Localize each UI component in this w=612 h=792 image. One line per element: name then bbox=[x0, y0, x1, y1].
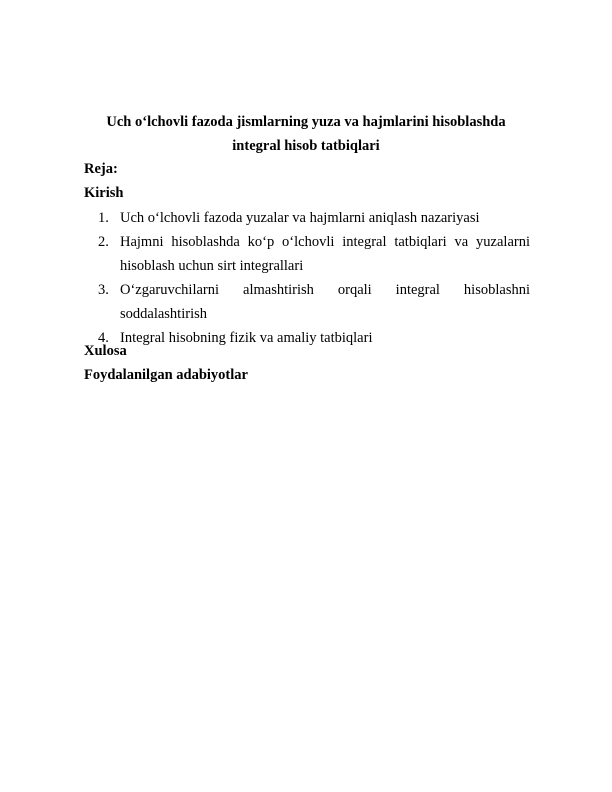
plan-item-text: O‘zgaruvchilarni almashtirish orqali integral hisoblashni soddalashtirish bbox=[120, 282, 530, 322]
conclusion-heading: Xulosa bbox=[84, 343, 127, 359]
plan-item-number: 1. bbox=[98, 210, 109, 226]
plan-item bbox=[98, 206, 530, 230]
plan-list bbox=[98, 206, 530, 350]
intro-heading: Kirish bbox=[84, 185, 124, 201]
plan-item-number: 4. bbox=[98, 330, 109, 346]
plan-heading: Reja: bbox=[84, 161, 118, 177]
plan-item bbox=[98, 230, 530, 278]
document-title: Uch o‘lchovli fazoda jismlarning yuza va hajmlarini hisoblashda integral hisob tatbiqlari bbox=[106, 114, 506, 154]
plan-item-number: 3. bbox=[98, 282, 109, 298]
plan-item-text: Integral hisobning fizik va amaliy tatbiqlari bbox=[120, 330, 373, 346]
plan-item-text: Uch o‘lchovli fazoda yuzalar va hajmlarni aniqlash nazariyasi bbox=[120, 210, 480, 226]
references-heading: Foydalanilgan adabiyotlar bbox=[84, 367, 248, 383]
plan-item bbox=[98, 326, 530, 350]
plan-item-text: Hajmni hisoblashda ko‘p o‘lchovli integral tatbiqlari va yuzalarni hisoblash uchun sirt integrallari bbox=[120, 234, 530, 274]
plan-item bbox=[98, 278, 530, 326]
plan-item-number: 2. bbox=[98, 234, 109, 250]
